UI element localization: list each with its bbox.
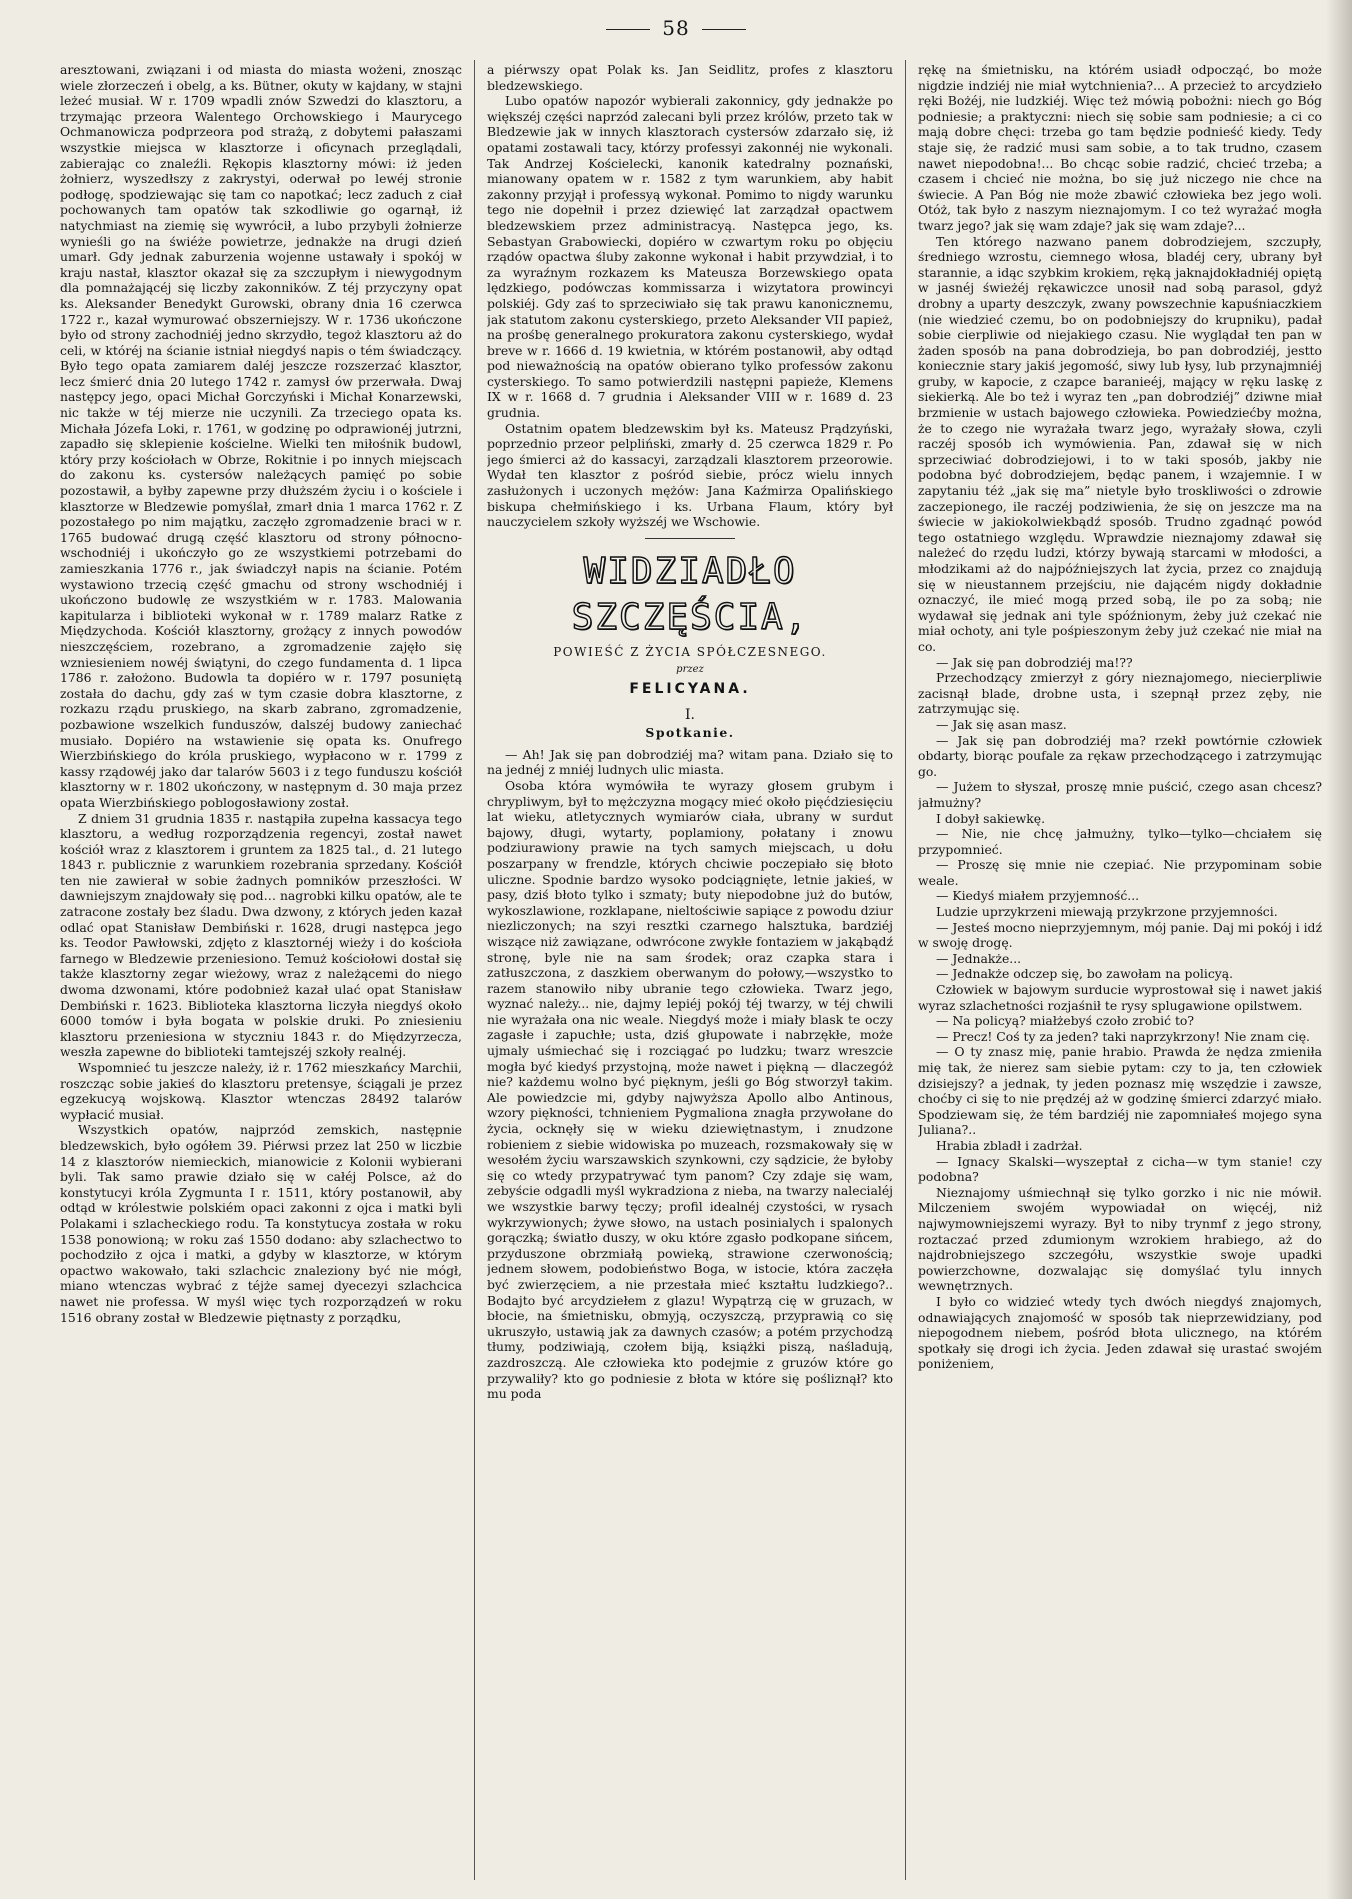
paragraph: — Nie, nie chcę jałmużny, tylko—tylko—chciałem się przypomnieć. bbox=[918, 826, 1322, 857]
story-subtitle: POWIEŚĆ Z ŻYCIA SPÓŁCZESNEGO. bbox=[553, 644, 827, 659]
paragraph: Z dniem 31 grudnia 1835 r. nastąpiła zupełna kassacya tego klasztoru, a według rozporządzenia regencyi, został nawet kościół wraz z klasztorem i gruntem za 1825 tal., d. 21 lutego 1843 r. publicznie z warunkiem rozebrania sprzedany. Kościół ten nie zawierał w sobie żadnych pomników przeszłości. W dawniejszym znajdowały się pod… nagrobki kilku opatów, ale te zatracone zostały bez śladu. Dwa dzwony, z których jeden kazał odlać opat Stanisław Dembiński r. 1628, drugi następca jego ks. Teodor Pawłowski, zdjęto z klasztornéj wieży i do kościoła farnego w Bledzewie przeniesiono. Temuż kościołowi dostał się także klasztorny zegar wieżowy, wraz z należącemi do niego dwoma dzwonami, które podobnież kazał ulać opat Stanisław Dembiński r. 1623. Biblioteka klasztorna liczyła niegdyś około 6000 tomów i była bogata w polskie druki. Po zniesieniu klasztoru przeniesiona w styczniu 1843 r. do Międzyrzecza, weszła zapewne do biblioteki tamtejszéj szkoły realnéj. bbox=[60, 810, 462, 1060]
paragraph: a piérwszy opat Polak ks. Jan Seidlitz, profes z klasztoru bledzewskiego. bbox=[487, 62, 893, 93]
paragraph: aresztowani, związani i od miasta do miasta wożeni, znosząc wiele złorzeczeń i obelg, a ks. Bütner, okuty w kajdany, w stajni leżeć musiał. W r. 1709 wpadli znów Szwedzi do klasztoru, a trzymając przeora Walentego Orchowskiego i Maurycego Ochmanowicza podprzeora pod strażą, z dobytemi pałaszami wszystkie miejsca w klasztorze i oficynach przeglądali, zabierając co znaleźli. Rękopis klasztorny mówi: iż jeden żołnierz, wyszedłszy z zakrystyi, oderwał po lewéj stronie podłogę, spodziewając się tam co napotkać; lecz zaduch z ciał pochowanych tam opatów tak szkodliwie go ogarnął, iż natychmiast na ziemię się wywrócił, a lubo przybyli żołnierze wynieśli go na świéże powietrze, jednakże na drugi dzień umarł. Gdy jednak zaburzenia wojenne ustawały i spokój w kraju nastał, klasztor okazał się za szczupłym i niewygodnym dla pomnażającéj się liczby zakonników. Z téj przyczyny opat ks. Aleksander Benedykt Gurowski, obrany dnia 16 czerwca 1722 r., kazał wymurować obszerniejszy. W r. 1736 ukończone było od strony zachodniéj jedno skrzydło, tegoż klasztoru aż do celi, w któréj na ścianie istniał niegdyś napis o tém świadczący. Było tego opata zamiarem daléj jeszcze rozszerzać klasztor, lecz śmierć dnia 20 lutego 1742 r. zamysł ów przerwała. Dwaj następcy jego, opaci Michał Gorczyński i Michał Konarzewski, nic także w téj mierze nie uczynili. Za trzeciego opata ks. Michała Józefa Loki, r. 1761, w godzinę po odprawionéj jutrzni, zapadło się sklepienie kościelne. Wielki ten miłośnik budowl, który przy kościołach w Obrze, Rokitnie i po innych miejscach do zakonu ks. cystersów należących pamięć po sobie pozostawił, a byłby zapewne przy dłuższém życiu i o kościele i klasztorze w Bledzewie pomyślał, zmarł dnia 1 marca 1762 r. Z pozostałego po nim majątku, zaczęło zgromadzenie braci w r. 1765 budować drugą część klasztoru od strony północno-wschodniéj i ukończyło go ze wszystkiemi potrzebami do zamieszkania 1776 r., jak świadczył napis na ścianie. Potém wystawiono trzecią część gmachu od strony wschodniéj i ukończono budowlę ze wszystkiém w r. 1783. Malowania kapitularza i biblioteki wykonał w r. 1789 malarz Ratke z Międzychoda. Kościół klasztorny, grożący z innych powodów nieszczęściem, rozebrano, a zgromadzenie zajęło się wzniesieniem nowéj świątyni, do czego fundamenta d. 1 lipca 1786 r. założono. Budowla ta dopiéro w r. 1797 posuniętą została do dachu, gdy zaś w tym czasie dobra klasztorne, z rozkazu rządu pruskiego, na skarb zabrano, zgromadzenie, pozbawione wszelkich funduszów, dalszéj budowy zaniechać musiało. Dopiéro na wstawienie się opata ks. Onufrego Wierzbińskiego do króla pruskiego, wypłacono w r. 1799 z kassy rządowéj jako dar talarów 5603 i z tego funduszu kościół klasztorny w r. 1802 ukończony, w następnym d. 30 maja przez opata Wierzbińskiego poblogosławiony został. bbox=[60, 62, 462, 810]
page-number-dash-right bbox=[702, 29, 746, 30]
paragraph: Hrabia zbladł i zadrżał. bbox=[936, 1137, 1083, 1153]
paragraph: Wspomnieć tu jeszcze należy, iż r. 1762 mieszkańcy Marchii, roszcząc sobie jakieś do klasztoru pretensye, ściągali je przez egzekucyą wojskową. Klasztor wtenczas 28492 talarów wypłacić musiał. bbox=[60, 1060, 462, 1122]
story-title: WIDZIADŁO SZCZĘŚCIA, bbox=[571, 550, 809, 638]
paragraph: Przechodzący zmierzył z góry nieznajomego, niecierpliwie zacisnął blade, drobne usta, i szepnął przez zęby, nie zatrzymując się. bbox=[918, 670, 1322, 717]
story-header bbox=[487, 549, 893, 741]
paragraph: — Jednakże odczep się, bo zawołam na policyą. bbox=[936, 966, 1234, 982]
chapter-title: Spotkanie. bbox=[645, 725, 735, 741]
page-number-dash-left bbox=[606, 29, 650, 30]
chapter-number: I. bbox=[685, 706, 695, 723]
paragraph: Osoba która wymówiła te wyrazy głosem grubym i chrypliwym, był to mężczyzna mogący mieć około pięćdziesięciu lat wieku, atletycznych wymiarów ciała, ubrany w surdut bajowy, długi, wytarty, poplamiony, połatany i znowu podziurawiony prawie na tych samych miejscach, u dołu poszarpany w frendzle, których chciwie poczepiało się błoto uliczne. Spodnie bardzo wysoko podciągnięte, letnie jakieś, w pasy, dziś błoto tylko i szmaty; buty niepodobne już do butów, wykoszlawione, rozklapane, nieltościwie sapiące z powodu dziur niezliczonych; na szyi resztki czarnego halsztuka, bardziéj wiszące niż zawiązane, odwrócone zwykłe fontaziem w jakąbądź stronę, byle nie na sam środek; oraz czapka stara i zatłuszczona, z daszkiem oberwanym do połowy,—wszystko to razem stanowiło niby ubranie tego człowieka. Twarz jego, wyznać należy... nie, dajmy lepiéj pokój téj twarzy, w téj chwili nie wyrażała ona nic weale. Niegdyś może i miały blask te oczy zagasłe i zapuchłe; usta, dziś głupowate i nabrzękłe, może ujmaly uśmiechać się i rozciągać po ludzku; twarz wreszcie mogła być kiedyś przystojną, może nawet i piękną — dlaczegóż nie? każdemu wolno być pięknym, jeśli go Bóg stworzył takim. Ale powiedzcie mi, gdyby najwyższa Apollo albo Antinous, wzory piękności, tchnieniem Pygmaliona znagła przywołane do życia, ocknęły się w wieku dziewiętnastym, i znudzone robieniem z siebie widowiska po muzeach, rozsmakowały się w wesołém życiu warszawskich szynkowni, czy sądzicie, że byłoby się co wtedy przypatrywać tym panom? Czy zdaje się wam, zebyście odgadli myśl wykradziona z nieba, na twarzy nalecialéj we wszystkie barwy tęczy; profil idealnéj czystości, w rysach wykrzywionych; żywe słowo, na ustach posinialych i spalonych gorączką; światło duszy, w oku które zgasło podkopane sińcem, przyduszone obrzmiałą powieką, strawione czerwonością; jednem słowem, podobieństwo Boga, w istocie, która zaczęła być zwierzęciem, a nie przestała mieć kształtu ludzkiego?.. Bodajto być arcydziełem z glazu! Wypątrzą cię w gruzach, w błocie, na śmietnisku, obmyją, oczyszczą, przyprawią co się ukruszyło, ustawią jak za dawnych czasów; a potém przychodzą tłumy, podziwiają, czołem biją, książki piszą, naśladują, zazdroszczą. Ale człowieka kto podejmie z gruzów które go przywaliły? kto go podniesie z błota w które się pośliznął? kto mu poda bbox=[487, 777, 893, 1402]
paragraph: I było co widzieć wtedy tych dwóch niegdyś znajomych, odnawiających znajomość w sposób tak nieprzewidziany, pod niepogodnem niebem, pośród błota ulicznego, na którém spotkały się drogi ich życia. Jeden zdawał się urastać swojém poniżeniem, bbox=[918, 1293, 1322, 1372]
paragraph: Lubo opatów napozór wybierali zakonnicy, gdy jednakże po większéj części naprzód zalecani byli przez królów, przeto tak w Bledzewie jak w innych klasztorach cystersów zdarzało się, iż opatami zostawali tacy, którzy professyi zakonnéj nie wykonali. Tak Andrzej Kościelecki, kanonik katedralny poznański, mianowany opatem w r. 1582 z tym warunkiem, aby habit zakonny przyjął i professyą wykonał. Pomimo to nigdy warunku tego nie dopełnił i przez dziewięć lat zarządzał opactwem bledzewskiem przez administracyą. Następca jego, ks. Sebastyan Grabowiecki, dopiéro w czwartym roku po objęciu rządów opactwa śluby zakonne wykonał i habit przywdział, i to za wyraźnym rozkazem ks Mateusza Borzewskiego opata lędzkiego, podówczas kommissarza i wizytatora prowincyi polskiéj. Gdy zaś to sprzeciwiało się tak prawu kanonicznemu, jak statutom zakonu cysterskiego, przeto Aleksander VII papież, na prośbę generalnego prokuratora zakonu cysterskiego, wydał breve w r. 1666 d. 19 kwietnia, w którém postanowił, aby odtąd pod nieważnością na opatów obierano tylko professów zakonu cysterskiego. To samo potwierdzili następni papieże, Klemens IX w r. 1668 d. 7 grudnia i Aleksander VIII w r. 1689 d. 23 grudnia. bbox=[487, 93, 893, 421]
column-2 bbox=[487, 62, 893, 1877]
story-author: FELICYANA. bbox=[629, 681, 751, 697]
column-divider-1 bbox=[474, 60, 475, 1880]
paragraph: Nieznajomy uśmiechnął się tylko gorzko i nic nie mówił. Milczeniem swojém wypowiadał on więcéj, niż najwymowniejszemi wyrazy. Był to niby trynmf z jego strony, roztaczać przed zdumionym wzrokiem hrabiego, aż do najdrobniejszego szczegółu, wszystkie swoje upadki powierzchowne, dozwalając się domyślać tylu innych wewnętrznych. bbox=[918, 1184, 1322, 1294]
paragraph: — Precz! Coś ty za jeden? taki naprzykrzony! Nie znam cię. bbox=[936, 1028, 1310, 1044]
paragraph: Człowiek w bajowym surducie wyprostował się i nawet jakiś wyraz szlachetności rozjaśnił te rysy splugawione opilstwem. bbox=[918, 982, 1322, 1013]
column-3 bbox=[918, 62, 1322, 1877]
paragraph: — Kiedyś miałem przyjemność... bbox=[936, 888, 1140, 904]
paragraph: — Jak się asan masz. bbox=[936, 716, 1067, 732]
paragraph: Ten którego nazwano panem dobrodziejem, szczupły, średniego wzrostu, ciemnego włosa, bladéj cery, ubrany był starannie, a idąc szybkim krokiem, ręką jaknajdokładniéj opiętą w jasnéj świeżéj rękawiczce unosił nad sobą parasol, gdyż drobny a uparty deszczyk, zwany powszechnie kapuśniaczkiem (nie wiedzieć czemu, bo on podobniejszy do krupniku), padał sobie cierpliwie od niejakiego czasu. Nie wyglądał ten pan w żaden sposób na pana dobrodzieja, bo pan dobrodziéj, jestto koniecznie stary jakiś jegomość, siwy lub łysy, lub przynajmniéj gruby, w kapocie, z czapce baranieéj, mający w ręku laskę z siekierką. Ale bo też i wyraz ten „pan dobrodziéj” dziwne miał brzmienie w ustach bajowego człowieka. Powiedziećby można, że to czego nie wyrażała twarz jego, wyrażały słowa, czyli raczéj sposób ich wymówienia. Pan, zdawał się w nich sprzeciwiać dobrodziejowi, i to w taki sposób, jakby nie podobna być dobrodziejem, będąc panem, i wzajemnie. I w zapytaniu téż „jak się ma” nietyle było troskliwości o zdrowie zaczepionego, ile raczéj podziwienia, że się on jeszcze ma na świecie w jakiokolwiekbądź sposób. Trudno zgadnąć powód tego ostatniego względu. Wprawdzie nieznajomy zdawał się należeć do rzędu ludzi, którzy bywają starcami w młodości, a młodzikami aż do najpóźniejszych lat życia, przez co znajdują się w nieustannem przejściu, nie dającém nigdy dokładnie oznaczyć, ile mieć mogą przed sobą, ile po za sobą; nie wydawał się jednak ani tyle spóźnionym, żeby już czekać nie miał ochoty, ani tyle pośpieszonym żeby już czekać nie miał na co. bbox=[918, 233, 1322, 654]
paragraph: — Jednakże... bbox=[936, 950, 1022, 966]
paragraph: — Ignacy Skalski—wyszeptał z cicha—w tym stanie! czy podobna? bbox=[918, 1153, 1322, 1185]
paragraph: — Na policyą? miałżebyś czoło zrobić to? bbox=[936, 1013, 1195, 1029]
paragraph: — O ty znasz mię, panie hrabio. Prawda że nędza zmieniła mię tak, że nierez sam siebie pytam: czy to ja, ten człowiek dzisiejszy? a jednak, ty jeden poznasz mię wszędzie i zawsze, choćby ci się to nie prędzéj aż w godzinę śmierci zdarzyć miało. Spodziewam się, że tém bardziéj nie zapomniałeś mojego syna Juliana?.. bbox=[918, 1044, 1322, 1138]
paragraph: — Jak się pan dobrodziéj ma? rzekł powtórnie człowiek obdarty, biorąc poufale za rękaw przechodzącego i zatrzymując go. bbox=[918, 732, 1322, 779]
page-number: 58 bbox=[662, 16, 690, 40]
paragraph: rękę na śmietnisku, na którém usiadł odpocząć, bo może nigdzie indziéj nie miał wytchnienia?... A przecież to arcydzieło ręki Bożéj, nie ludzkiéj. Więc też mówią pobożni: niech go Bóg podniesie; a praktyczni: niech się sobie sam podniesie; a ci co mają dobre chęci: trzeba go tam będzie podnieść kiedy. Tedy staje się, że radzić musi sam sobie, a to tak trudno, czasem nawet niepodobna!... Bo chcąc sobie radzić, chcieć trzeba; a czasem i chcieć nie można, bo się już niczego nie chce na świecie. A Pan Bóg nie może zbawić człowieka bez jego woli. Otóż, tak było z naszym nieznajomym. I co też wyrażać mogła twarz jego? jak się wam zdaje? jak się wam zdaje?... bbox=[918, 62, 1322, 233]
paragraph: — Proszę się mnie nie czepiać. Nie przypominam sobie weale. bbox=[918, 857, 1322, 888]
page-number-line bbox=[0, 16, 1352, 40]
page-edge-shadow bbox=[1326, 0, 1352, 1899]
paragraph: — Ah! Jak się pan dobrodziéj ma? witam pana. Działo się to na jednéj z mniéj ludnych ulic miasta. bbox=[487, 746, 893, 778]
column-divider-2 bbox=[905, 60, 906, 1880]
section-rule bbox=[645, 538, 735, 539]
paragraph: Ostatnim opatem bledzewskim był ks. Mateusz Prądzyński, poprzednio przeor pelpliński, zmarły d. 25 czerwca 1829 r. Po jego śmierci aż do kassacyi, zarządzali klasztorem przeorowie. Wydał ten klasztor z pośród siebie, prócz wielu innych zasłużonych i uczonych mężów: Jana Kaźmirza Opalińskiego biskupa chełmińskiego i ks. Urbana Flaum, który był nauczycielem szkoły wyższéj we Wschowie. bbox=[487, 420, 893, 530]
paragraph: — Jak się pan dobrodziéj ma!?? bbox=[936, 654, 1133, 670]
story-byline: przez bbox=[676, 664, 704, 676]
paragraph: — Jużem to słyszał, proszę mnie puścić, czego asan chcesz? jałmużny? bbox=[918, 779, 1322, 810]
paragraph: I dobył sakiewkę. bbox=[936, 810, 1046, 826]
paragraph: — Jesteś mocno nieprzyjemnym, mój panie. Daj mi pokój i idź w swoję drogę. bbox=[918, 919, 1322, 951]
column-1 bbox=[60, 62, 462, 1877]
paragraph: Wszystkich opatów, najprzód zemskich, następnie bledzewskich, było ogółem 39. Piérwsi przez lat 250 w liczbie 14 z klasztorów niemieckich, mianowicie z Kolonii wybierani byli. Tak samo prawie działo się w całéj Polsce, aż do konstytucyi króla Zygmunta I r. 1511, który postanowił, aby odtąd w królestwie polskiém opaci zakonni z ojca i matki byli Polakami i szlacheckiego rodu. Ta konstytucya została w roku 1538 ponowioną; w roku zaś 1550 dodano: aby szlachectwo to pochodziło z ojca i matki, a gdyby w klasztorze, w którym opactwo wakowało, taki szlachcic znaleziony być nie mógł, miano wtenczas wybrać z téjże samej dyecezyi szlachcica nawet nie professa. W myśl więc tych rozporządzeń w roku 1516 obrany został w Bledzewie piętnasty z porządku, bbox=[60, 1122, 462, 1325]
paragraph: Ludzie uprzykrzeni miewają przykrzone przyjemności. bbox=[936, 904, 1278, 920]
